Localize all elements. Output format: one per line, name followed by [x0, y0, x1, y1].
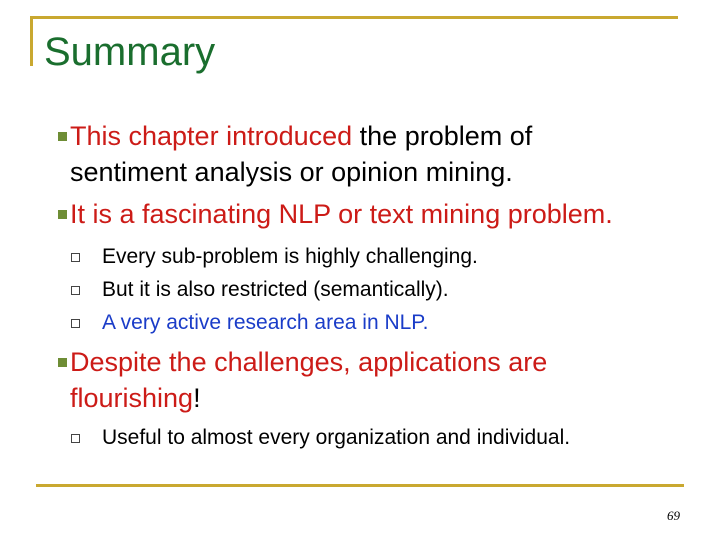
- top-accent-rule: [30, 16, 678, 19]
- bullet-2: [70, 196, 690, 232]
- sub-bullet-2-3: [102, 306, 692, 340]
- checkbox-bullet-icon: [71, 286, 80, 295]
- checkbox-bullet-icon: [71, 319, 80, 328]
- bullet-2-text: It is a fascinating NLP or text mining problem.: [70, 199, 613, 229]
- bullet-1: [70, 118, 690, 190]
- checkbox-bullet-icon: [71, 253, 80, 262]
- sub-bullet-2-1: [102, 240, 692, 274]
- sub-bullet-2-2: [102, 273, 692, 307]
- bullet-3-black-text: !: [193, 383, 201, 413]
- square-bullet-icon: [58, 358, 67, 367]
- sub-bullet-2-3-text: A very active research area in NLP.: [102, 311, 429, 334]
- bullet-3-line-1: Despite the challenges, applications are: [70, 347, 548, 377]
- page-number: 69: [667, 508, 680, 523]
- slide-title: Summary: [44, 30, 216, 74]
- left-accent-rule: [30, 16, 33, 66]
- checkbox-bullet-icon: [71, 434, 80, 443]
- square-bullet-icon: [58, 132, 67, 141]
- sub-bullet-3-1-text: Useful to almost every organization and individual.: [102, 426, 571, 449]
- bullet-1-line-2: sentiment analysis or opinion mining.: [70, 157, 513, 187]
- bullet-3: [70, 344, 690, 416]
- sub-bullet-2-2-text: But it is also restricted (semantically).: [102, 278, 449, 301]
- square-bullet-icon: [58, 210, 67, 219]
- bullet-1-red-text: This chapter introduced: [70, 121, 353, 151]
- sub-bullet-3-1: [102, 421, 692, 455]
- bullet-3-red-text: flourishing: [70, 383, 194, 413]
- bullet-1-black-text: the problem of: [352, 121, 533, 151]
- sub-bullet-2-1-text: Every sub-problem is highly challenging.: [102, 245, 478, 268]
- bottom-accent-rule: [36, 484, 684, 487]
